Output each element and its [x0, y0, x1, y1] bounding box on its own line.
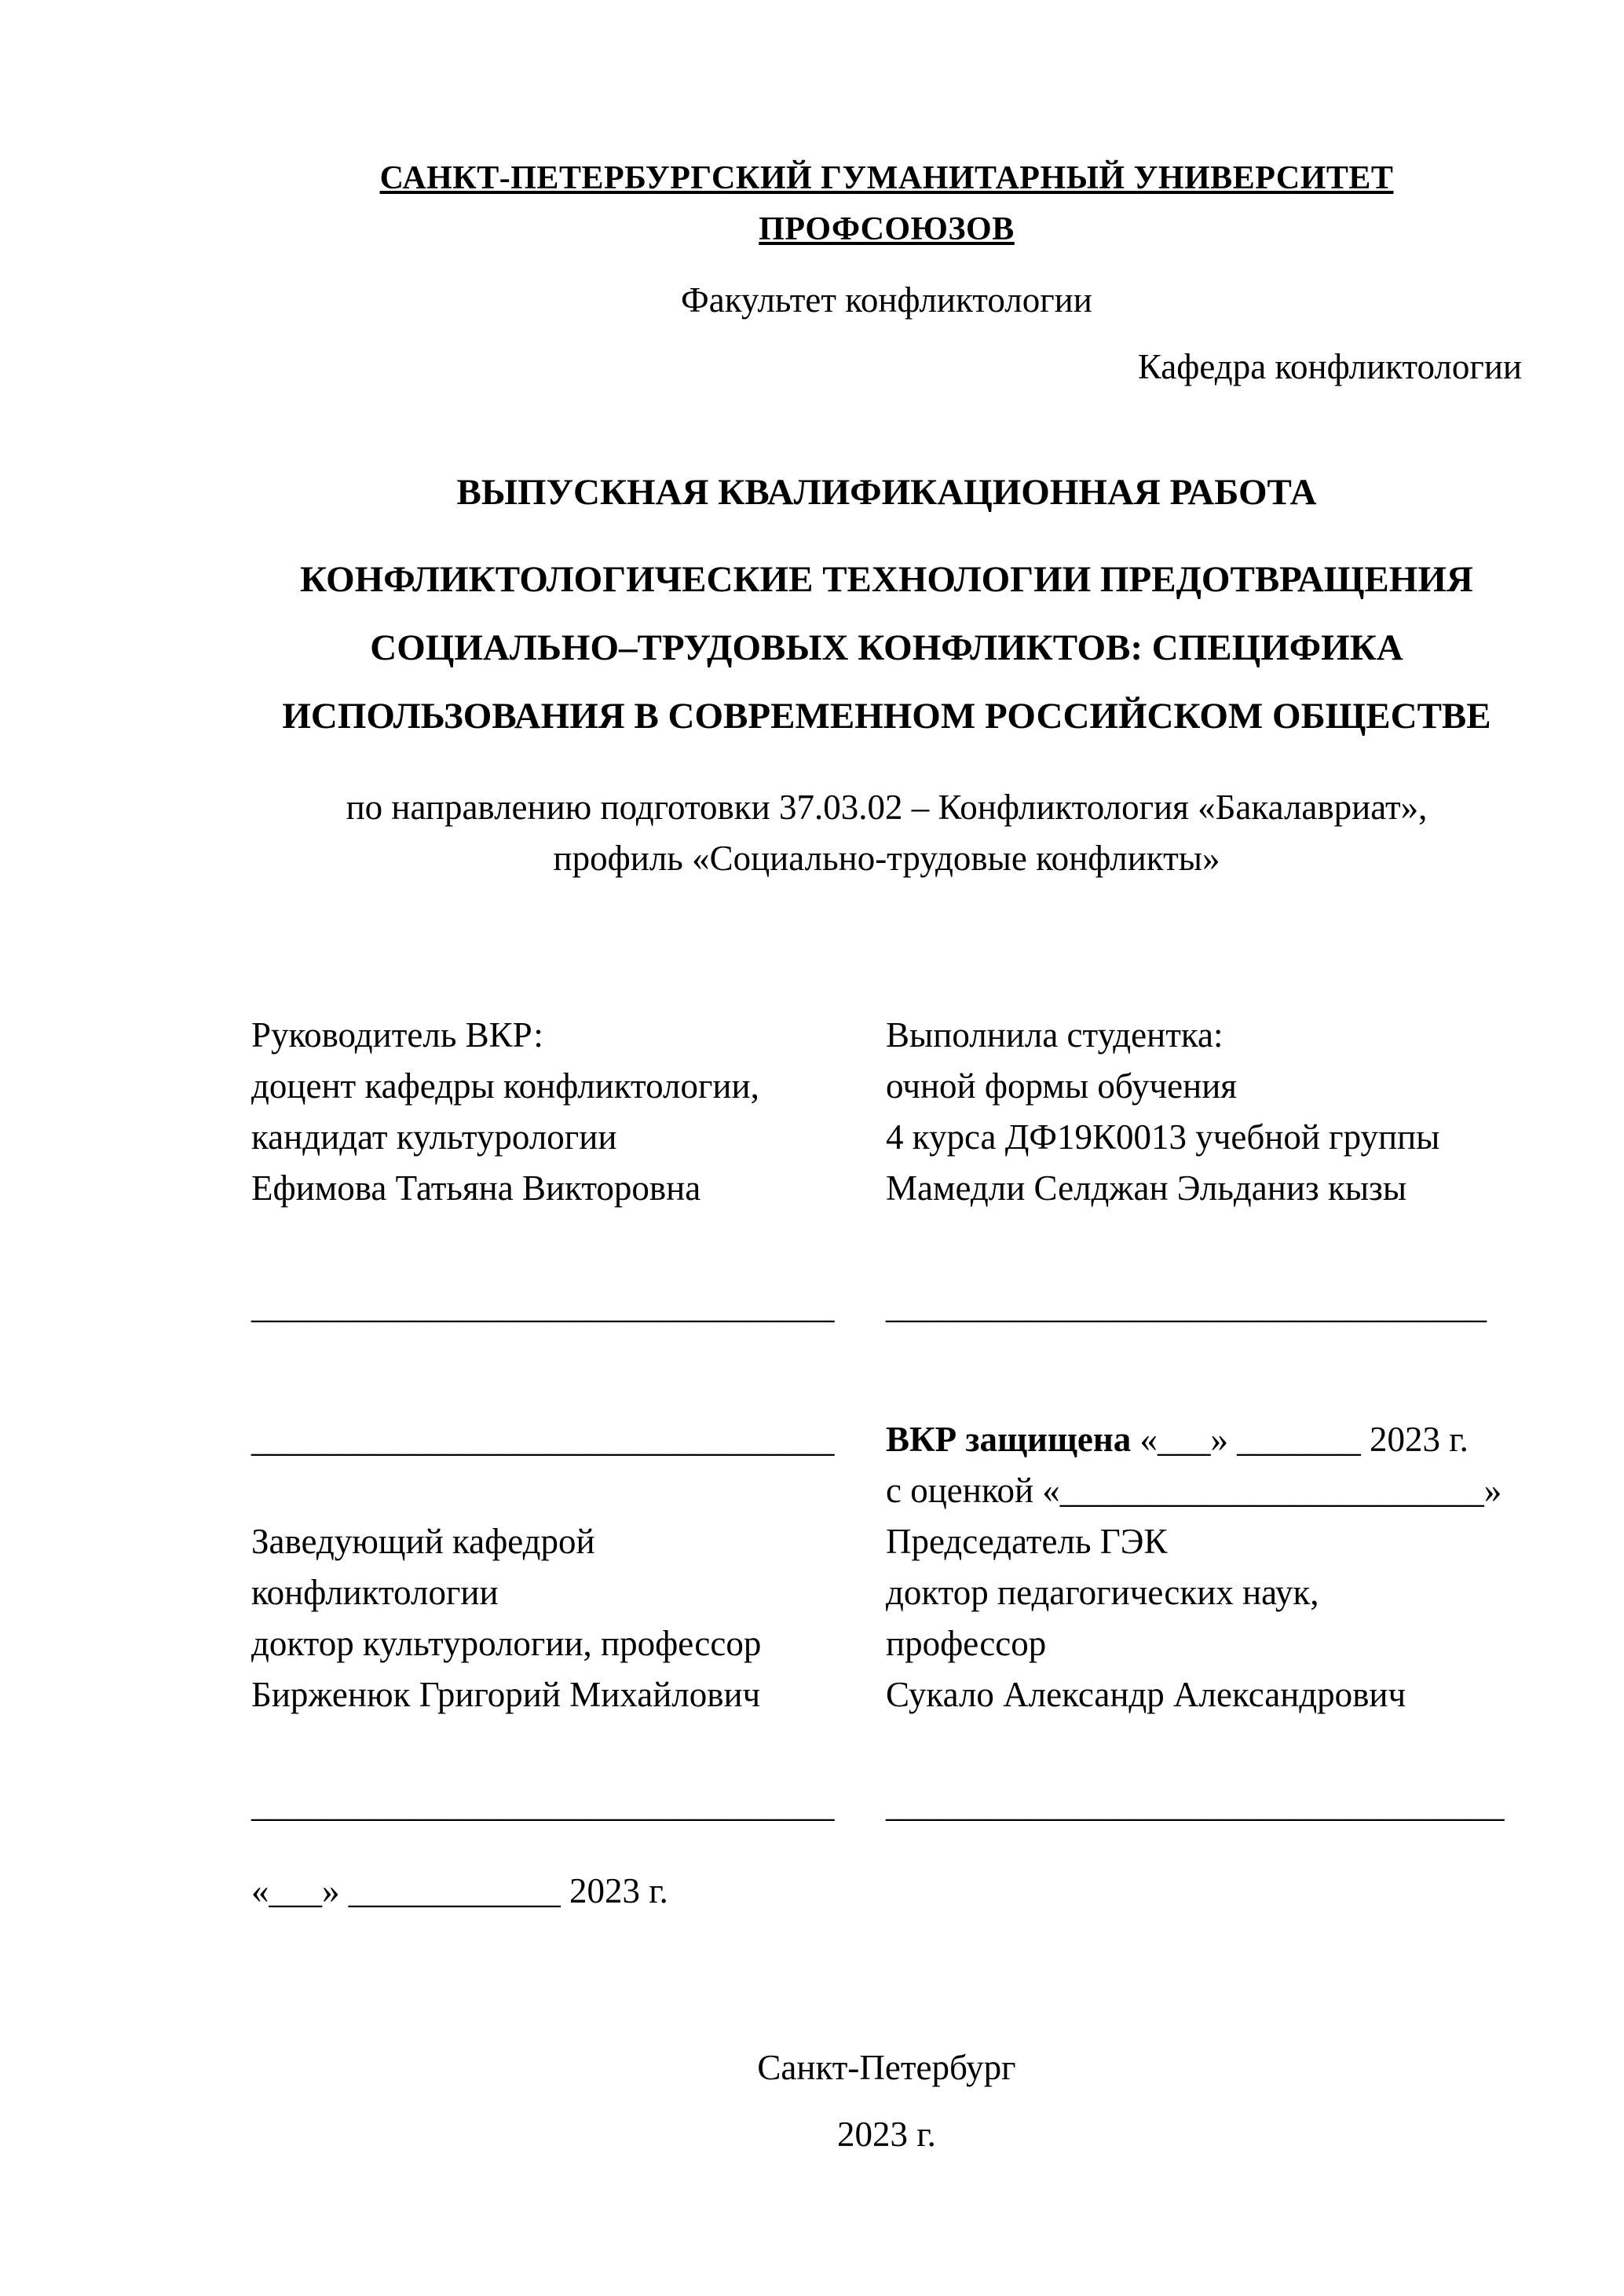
supervisor-degree: кандидат культурологии: [251, 1117, 617, 1157]
thesis-title-line-3: ИСПОЛЬЗОВАНИЯ В СОВРЕМЕННОМ РОССИЙСКОМ ОБЩЕСТВЕ: [282, 696, 1491, 737]
head-role-1: Заведующий кафедрой: [251, 1522, 595, 1561]
head-role-2: конфликтологии: [251, 1573, 499, 1612]
student-name: Мамедли Селджан Эльданиз кызы: [886, 1168, 1407, 1208]
supervisor-role: Руководитель ВКР:: [251, 1015, 543, 1055]
supervisor-name: Ефимова Татьяна Викторовна: [251, 1168, 701, 1208]
supervisor-signature-line: _________________________________: [251, 1286, 835, 1325]
study-direction-line-1: по направлению подготовки 37.03.02 – Конфликтология «Бакалавриат»,: [346, 788, 1428, 827]
chair-signature-line: ___________________________________: [886, 1785, 1505, 1824]
head-signature-line: _________________________________: [251, 1420, 835, 1459]
study-direction-line-2: профиль «Социально-трудовые конфликты»: [553, 839, 1220, 878]
head-signature-line-2: _________________________________: [251, 1785, 835, 1824]
chair-name: Сукало Александр Александрович: [886, 1675, 1406, 1714]
thesis-title-line-1: КОНФЛИКТОЛОГИЧЕСКИЕ ТЕХНОЛОГИИ ПРЕДОТВРАЩЕНИЯ: [300, 559, 1473, 600]
student-block: [886, 1010, 1522, 1214]
department-line: Кафедра конфликтологии: [1137, 347, 1522, 386]
defense-line: [886, 1414, 1522, 1465]
defense-label: ВКР защищена: [886, 1420, 1132, 1459]
thesis-title-line-2: СОЦИАЛЬНО–ТРУДОВЫХ КОНФЛИКТОВ: СПЕЦИФИКА: [370, 627, 1403, 668]
city-line: Санкт-Петербург: [757, 2048, 1016, 2087]
chair-degree-2: профессор: [886, 1624, 1047, 1663]
signature-row-2: [251, 1779, 1522, 1830]
thesis-title: [251, 546, 1522, 751]
department-head-block: [251, 1414, 886, 1720]
head-degree: доктор культурологии, профессор: [251, 1624, 762, 1663]
chair-role: Председатель ГЭК: [886, 1522, 1168, 1561]
grade-line: с оценкой «________________________»: [886, 1471, 1502, 1510]
supervisor-position: доцент кафедры конфликтологии,: [251, 1066, 759, 1106]
faculty-line: Факультет конфликтологии: [681, 280, 1092, 320]
study-direction: [251, 782, 1522, 884]
student-form: очной формы обучения: [886, 1066, 1237, 1106]
chair-degree-1: доктор педагогических наук,: [886, 1573, 1319, 1612]
student-group: 4 курса ДФ19К0013 учебной группы: [886, 1117, 1440, 1157]
supervisor-block: [251, 1010, 886, 1214]
spacer-line: [251, 1465, 886, 1516]
people-block: [251, 1010, 1522, 1214]
signature-row-1: [251, 1281, 1522, 1332]
defense-and-heads-block: [251, 1414, 1522, 1720]
defense-date-blank: «___» _______ 2023 г.: [1131, 1420, 1469, 1459]
date-blank-line: «___» ____________ 2023 г.: [251, 1871, 668, 1910]
university-name: САНКТ-ПЕТЕРБУРГСКИЙ ГУМАНИТАРНЫЙ УНИВЕРСИТЕТ ПРОФСОЮЗОВ: [379, 160, 1394, 247]
student-role: Выполнила студентка:: [886, 1015, 1223, 1055]
student-signature-line: __________________________________: [886, 1286, 1487, 1325]
work-type-heading: ВЫПУСКНАЯ КВАЛИФИКАЦИОННАЯ РАБОТА: [456, 472, 1317, 513]
head-name: Бирженюк Григорий Михайлович: [251, 1675, 761, 1714]
year-line: 2023 г.: [837, 2115, 936, 2154]
defense-block: [886, 1414, 1522, 1720]
